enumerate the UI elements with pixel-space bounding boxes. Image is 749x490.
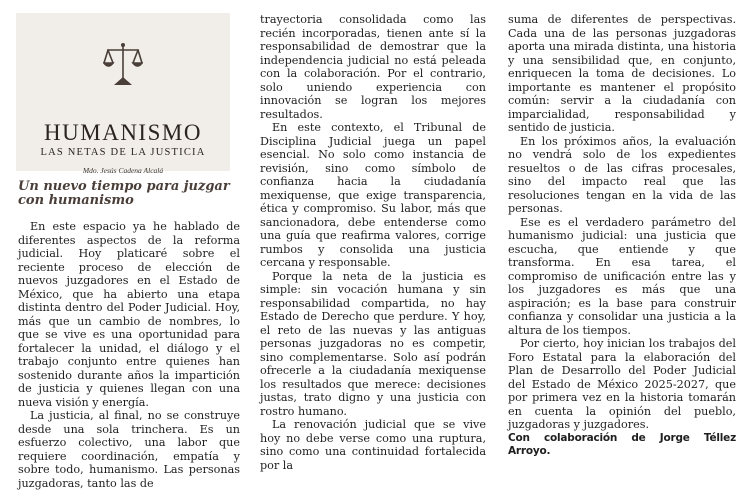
paragraph: La justicia, al final, no se construye desde una sola trinchera. Es un esfuerzo colectivo, una labor que requiere coordinación, empatía y sobre todo, humanismo. Las personas juzgadoras, tanto las de — [18, 409, 240, 490]
paragraph: En este espacio ya he hablado de diferentes aspectos de la reforma judicial. Hoy platicaré sobre el reciente proceso de elección de nuevos juzgadores en el Estado de México, que ha abierto una etapa distinta dentro del Poder Judicial. Hoy, más que un cambio de nombres, lo que se vive es una oportunidad para fortalecer la unidad, el diálogo y el trabajo conjunto entre quienes han sostenido durante años la impartición de justicia y quienes llegan con una nueva visión y energía. — [18, 220, 240, 409]
paragraph: En este contexto, el Tribunal de Disciplina Judicial juega un papel esencial. No solo como instancia de revisión, sino como símbolo de confianza hacia la ciudadanía mexiquense, que exige transparencia, ética y compromiso. Su labor, más que sancionadora, debe entenderse como una guía que reafirma valores, corrige rumbos y consolida una justicia cercana y responsable. — [260, 121, 486, 269]
column-header-card — [16, 13, 230, 175]
paragraph: suma de diferentes de perspectivas. Cada una de las personas juzgadoras aporta una mirada distinta, una historia y una sensibilidad que, en conjunto, enriquecen la toma de decisiones. Lo importante es mantener el propósito común: servir a la ciudadanía con imparcialidad, responsabilidad y sentido de justicia. — [508, 13, 736, 134]
paragraph: Ese es el verdadero parámetro del humanismo judicial: una justicia que escucha, que entiende y que transforma. En esa tarea, el compromiso de unificación entre las y los juzgadores es más que una aspiración; es la base para construir confianza y consolidar una justicia a la altura de los tiempos. — [508, 215, 736, 337]
article-signature: Con colaboración de Jorge Téllez Arroyo. — [508, 431, 736, 457]
column-title: HUMANISMO — [44, 120, 202, 145]
article-column-3 — [508, 13, 736, 459]
paragraph: Por cierto, hoy inician los trabajos del Foro Estatal para la elaboración del Plan de Desarrollo del Poder Judicial del Estado de México 2025-2027, que por primera vez en la historia tomarán en cuenta la opinión del pueblo, juzgadoras y juzgadores. — [508, 337, 736, 431]
justice-scales-icon — [103, 41, 143, 87]
paragraph: Porque la neta de la justicia es simple: sin vocación humana y sin responsabilidad compartida, no hay Estado de Derecho que perdure. Y hoy, el reto de las nuevas y las antiguas personas juzgadoras no es competir, sino complementarse. Solo así podrán ofrecerle a la ciudadanía mexiquense los resultados que merece: decisiones justas, trato digno y una justicia con rostro humano. — [260, 269, 486, 418]
article-headline: Un nuevo tiempo para juzgar con humanismo — [18, 179, 230, 208]
article-column-1 — [18, 220, 240, 490]
paragraph: trayectoria consolidada como las recién incorporadas, tienen ante sí la responsabilidad de demostrar que la independencia judicial no está peleada con la colaboración. Por el contrario, solo uniendo experiencia con innovación se logran los mejores resultados. — [260, 13, 486, 121]
column-subtitle: LAS NETAS DE LA JUSTICIA — [40, 147, 206, 158]
article-column-2 — [260, 13, 486, 472]
column-author: Mdo. Jesús Cadena Alcalá — [82, 166, 164, 175]
paragraph: La renovación judicial que se vive hoy no debe verse como una ruptura, sino como una continuidad fortalecida por la — [260, 418, 486, 472]
paragraph: En los próximos años, la evaluación no vendrá solo de los expedientes resueltos o de las cifras procesales, sino del impacto real que las resoluciones tengan en la vida de las personas. — [508, 134, 736, 215]
